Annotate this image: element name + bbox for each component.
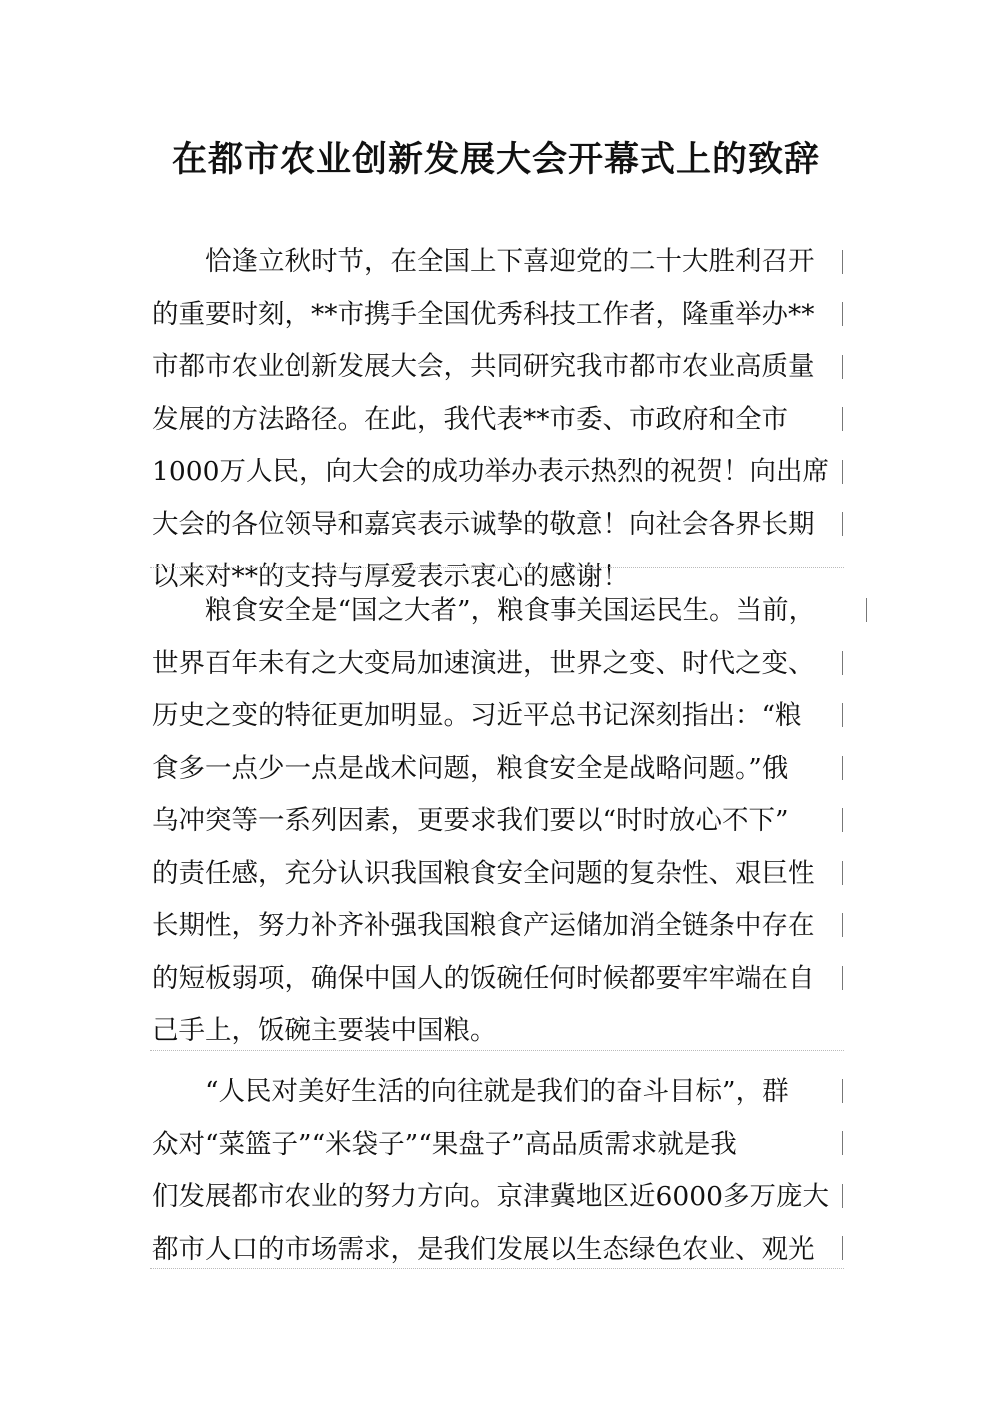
paragraph-separator — [150, 1268, 844, 1269]
margin-mark — [842, 1184, 843, 1208]
paragraph-1: 恰逢立秋时节，在全国上下喜迎党的二十大胜利召开 的重要时刻，**市携手全国优秀科技工作者，隆重举办** 市都市农业创新发展大会，共同研究我市都市农业高质量 发展的方法路径。在此，我代表**市委、市政府和全市 1000万人民，向大会的成功举办表示热烈的祝贺！向出席 大会的各位领导和嘉宾表示诚挚的敬意！向社会各界长期 以来对**的支持与厚爱表示衷心的感谢！ — [152, 246, 829, 592]
margin-mark — [842, 512, 843, 536]
paragraph-3: “人民对美好生活的向往就是我们的奋斗目标”，群 众对“菜篮子”“米袋子”“果盘子”高品质需求就是我 们发展都市农业的努力方向。京津冀地区近6000多万庞大 都市人口的市场需求，是我们发展以生态绿色农业、观光 — [152, 1076, 829, 1265]
margin-mark — [842, 250, 843, 274]
margin-mark — [842, 407, 843, 431]
margin-mark — [842, 703, 843, 727]
margin-mark — [842, 651, 843, 675]
margin-mark — [842, 913, 843, 937]
margin-mark — [842, 808, 843, 832]
document-title: 在都市农业创新发展大会开幕式上的致辞 — [171, 139, 820, 180]
paragraph-separator — [150, 1050, 844, 1051]
margin-mark — [842, 966, 843, 990]
paragraph-separator — [150, 567, 844, 568]
margin-mark — [842, 1131, 843, 1155]
margin-mark — [842, 355, 843, 379]
margin-mark — [842, 1236, 843, 1260]
margin-mark — [842, 1079, 843, 1103]
margin-mark — [842, 756, 843, 780]
paragraph-2: 粮食安全是“国之大者”，粮食事关国运民生。当前， 世界百年未有之大变局加速演进，世界之变、时代之变、 历史之变的特征更加明显。习近平总书记深刻指出：“粮 食多一点少一点是战术问题，粮食安全是战略问题。”俄 乌冲突等一系列因素，更要求我们要以“时时放心不下” 的责任感，充分认识我国粮食安全问题的复杂性、艰巨性 长期性，努力补齐补强我国粮食产运储加消全链条中存在 的短板弱项，确保中国人的饭碗任何时候都要牢牢端在自 己手上，饭碗主要装中国粮。 — [152, 595, 816, 1046]
margin-mark — [842, 460, 843, 484]
margin-mark — [866, 598, 867, 622]
margin-mark — [842, 861, 843, 885]
margin-mark — [842, 302, 843, 326]
